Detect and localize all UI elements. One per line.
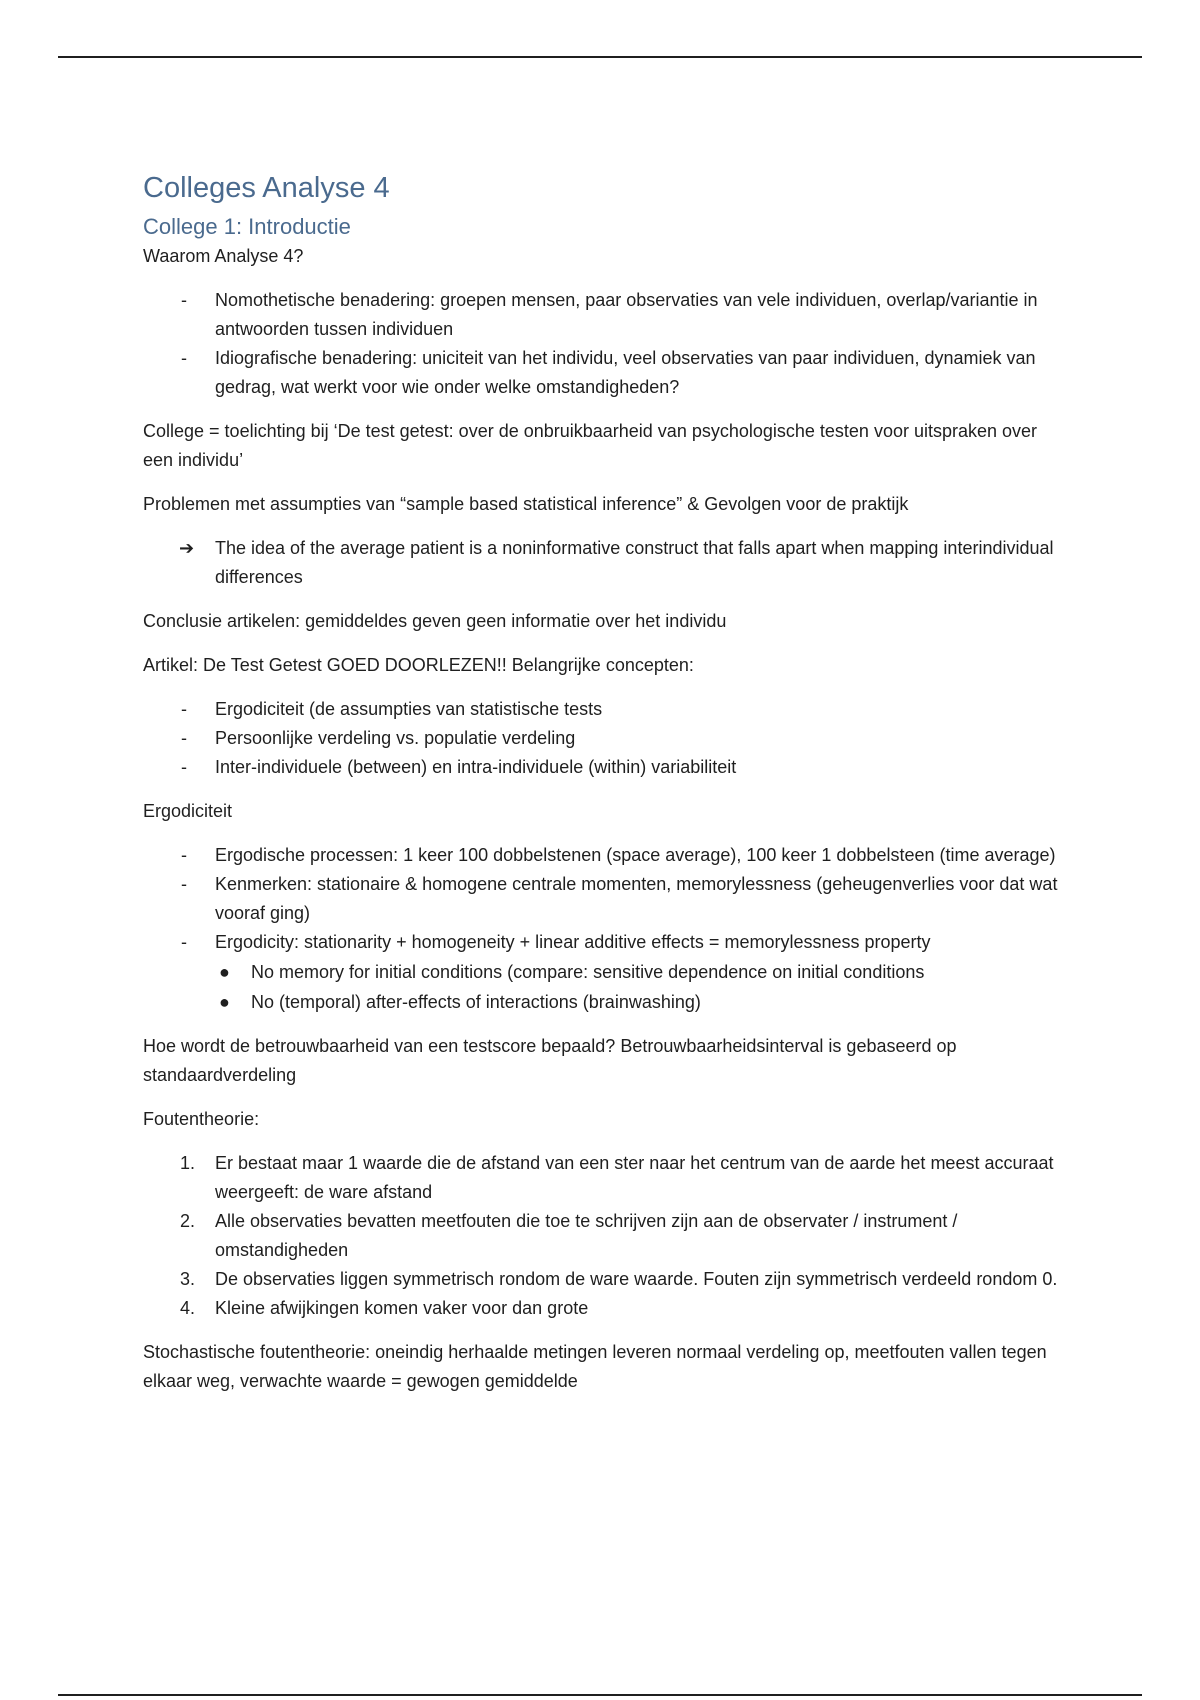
- list-item: ➔ The idea of the average patient is a noninformative construct that falls apart when mapping interindividual differences: [143, 534, 1063, 592]
- list-item: - Persoonlijke verdeling vs. populatie verdeling: [143, 724, 1063, 753]
- list-item: 2. Alle observaties bevatten meetfouten die toe te schrijven zijn aan de observater / instrument / omstandigheden: [143, 1207, 1063, 1265]
- ergodicity-heading: Ergodiciteit: [143, 801, 233, 821]
- stochastic-paragraph: Stochastische foutentheorie: oneindig herhaalde metingen leveren normaal verdeling op, meetfouten vallen tegen elkaar weg, verwachte waarde = gewogen gemiddelde: [143, 1342, 1047, 1391]
- list-item: ● No (temporal) after-effects of interactions (brainwashing): [143, 987, 1063, 1017]
- ergodicity-list: [143, 841, 1063, 1017]
- dash-bullet: -: [181, 728, 187, 748]
- article-paragraph: Artikel: De Test Getest GOED DOORLEZEN!! Belangrijke concepten:: [143, 655, 694, 675]
- bullet-dot-icon: ●: [219, 962, 230, 982]
- list-item: - Idiografische benadering: uniciteit van het individu, veel observaties van paar individuen, dynamiek van gedrag, wat werkt voor wie onder welke omstandigheden?: [143, 344, 1063, 402]
- list-number: 4.: [180, 1298, 196, 1318]
- dash-bullet: -: [181, 845, 187, 865]
- dash-bullet: -: [181, 932, 187, 952]
- conclusion-paragraph: Conclusie artikelen: gemiddeldes geven geen informatie over het individu: [143, 611, 727, 631]
- list-item: - Ergodiciteit (de assumpties van statistische tests: [143, 695, 1063, 724]
- footer-rule: [58, 1694, 1142, 1696]
- list-item: ● No memory for initial conditions (compare: sensitive dependence on initial conditions: [143, 957, 1063, 987]
- list-number: 3.: [180, 1269, 196, 1289]
- reliability-paragraph: Hoe wordt de betrouwbaarheid van een testscore bepaald? Betrouwbaarheidsinterval is gebaseerd op standaardverdeling: [143, 1036, 957, 1085]
- dash-bullet: -: [181, 874, 187, 894]
- list-item: - Nomothetische benadering: groepen mensen, paar observaties van vele individuen, overlap/variantie in antwoorden tussen individuen: [143, 286, 1063, 344]
- bullet-dot-icon: ●: [219, 992, 230, 1012]
- concepts-list: [143, 695, 1063, 782]
- error-theory-heading: Foutentheorie:: [143, 1109, 260, 1129]
- section-title: College 1: Introductie: [143, 214, 351, 239]
- error-theory-list: [143, 1149, 1063, 1323]
- list-item: - Ergodische processen: 1 keer 100 dobbelstenen (space average), 100 keer 1 dobbelsteen (time average): [143, 841, 1063, 870]
- list-item: - Ergodicity: stationarity + homogeneity + linear additive effects = memorylessness property: [143, 928, 1063, 957]
- dash-bullet: -: [181, 290, 187, 310]
- dash-bullet: -: [181, 348, 187, 368]
- college-note: College = toelichting bij ‘De test getest: over de onbruikbaarheid van psychologische testen voor uitspraken over een individu’: [143, 421, 1038, 470]
- header-rule: [58, 56, 1142, 58]
- list-number: 1.: [180, 1153, 196, 1173]
- sublist-container: [143, 957, 1063, 1017]
- arrow-right-icon: ➔: [179, 538, 195, 558]
- list-item: - Kenmerken: stationaire & homogene centrale momenten, memorylessness (geheugenverlies voor dat wat vooraf ging): [143, 870, 1063, 928]
- dash-bullet: -: [181, 699, 187, 719]
- list-number: 2.: [180, 1211, 196, 1231]
- ergodicity-sublist: [143, 957, 1063, 1017]
- approaches-list: [143, 286, 1063, 402]
- arrow-list: [143, 534, 1063, 592]
- page-title: Colleges Analyse 4: [143, 172, 390, 204]
- list-item: - Inter-individuele (between) en intra-individuele (within) variabiliteit: [143, 753, 1063, 782]
- intro-question: Waarom Analyse 4?: [143, 246, 304, 266]
- list-item: 1. Er bestaat maar 1 waarde die de afstand van een ster naar het centrum van de aarde het meest accuraat weergeeft: de ware afstand: [143, 1149, 1063, 1207]
- list-item: 4. Kleine afwijkingen komen vaker voor dan grote: [143, 1294, 1063, 1323]
- document-body: [143, 168, 1063, 1396]
- problems-paragraph: Problemen met assumpties van “sample based statistical inference” & Gevolgen voor de praktijk: [143, 494, 909, 514]
- list-item: 3. De observaties liggen symmetrisch rondom de ware waarde. Fouten zijn symmetrisch verdeeld rondom 0.: [143, 1265, 1063, 1294]
- dash-bullet: -: [181, 757, 187, 777]
